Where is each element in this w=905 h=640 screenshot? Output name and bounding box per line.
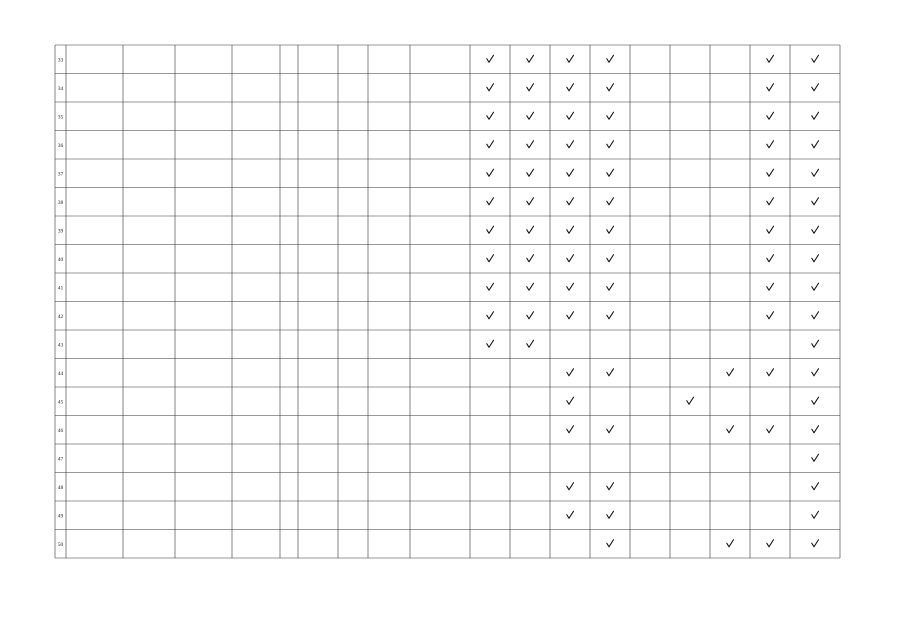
table-row [58, 198, 819, 206]
check-mark-icon [487, 226, 494, 233]
check-mark-icon [812, 55, 819, 62]
check-mark-icon [527, 283, 534, 290]
check-mark-icon [567, 112, 574, 119]
row-number: 36 [57, 142, 64, 149]
check-mark-icon [812, 483, 819, 490]
table-row [58, 283, 819, 291]
check-mark-icon [567, 511, 574, 518]
table-row [58, 112, 819, 120]
check-mark-icon [527, 141, 534, 148]
check-mark-icon [767, 426, 774, 433]
check-mark-icon [812, 540, 819, 547]
check-mark-icon [607, 426, 614, 433]
check-mark-icon [812, 112, 819, 119]
check-mark-icon [487, 141, 494, 148]
check-mark-icon [527, 312, 534, 319]
check-mark-icon [567, 283, 574, 290]
row-number: 38 [57, 199, 64, 206]
table-row [58, 511, 819, 519]
check-mark-icon [567, 55, 574, 62]
check-mark-icon [607, 369, 614, 376]
check-mark-icon [607, 283, 614, 290]
check-mark-icon [567, 198, 574, 205]
row-number: 34 [57, 85, 64, 92]
check-mark-icon [767, 112, 774, 119]
check-mark-icon [487, 112, 494, 119]
check-mark-icon [767, 312, 774, 319]
check-mark-icon [812, 169, 819, 176]
check-mark-icon [487, 312, 494, 319]
table-row [58, 141, 819, 149]
row-number: 37 [57, 171, 64, 178]
table-row [58, 312, 819, 320]
table-row [58, 397, 819, 405]
check-mark-icon [527, 255, 534, 262]
table-row [58, 483, 819, 491]
check-mark-icon [767, 169, 774, 176]
row-number: 48 [57, 484, 64, 491]
check-mark-icon [607, 511, 614, 518]
check-mark-icon [567, 255, 574, 262]
check-mark-icon [567, 426, 574, 433]
table-row [58, 226, 819, 234]
check-mark-icon [767, 255, 774, 262]
row-number: 41 [57, 285, 64, 292]
check-mark-icon [812, 84, 819, 91]
check-mark-icon [487, 169, 494, 176]
row-number: 43 [57, 342, 64, 349]
check-mark-icon [767, 540, 774, 547]
check-mark-icon [767, 198, 774, 205]
row-number: 42 [57, 313, 64, 320]
check-mark-icon [812, 198, 819, 205]
check-mark-icon [527, 198, 534, 205]
table-row [58, 369, 819, 377]
check-mark-icon [607, 483, 614, 490]
row-number: 39 [57, 228, 64, 235]
check-mark-icon [727, 369, 734, 376]
check-mark-icon [812, 340, 819, 347]
check-mark-icon [567, 84, 574, 91]
check-mark-icon [812, 283, 819, 290]
table-row [58, 84, 819, 92]
check-mark-icon [812, 397, 819, 404]
row-number: 50 [57, 541, 64, 548]
table-row [58, 454, 819, 462]
check-mark-icon [767, 84, 774, 91]
check-mark-icon [812, 454, 819, 461]
check-mark-icon [567, 141, 574, 148]
row-number: 35 [57, 114, 64, 121]
check-mark-icon [607, 198, 614, 205]
table-grid [55, 45, 840, 558]
check-mark-icon [767, 141, 774, 148]
check-mark-icon [812, 312, 819, 319]
check-mark-icon [607, 55, 614, 62]
row-number: 44 [57, 370, 64, 377]
check-mark-icon [527, 340, 534, 347]
check-mark-icon [607, 169, 614, 176]
check-mark-icon [812, 369, 819, 376]
check-mark-icon [527, 84, 534, 91]
check-mark-icon [607, 255, 614, 262]
row-number: 47 [57, 456, 64, 463]
table-row [58, 340, 819, 348]
row-number: 45 [57, 399, 64, 406]
check-mark-icon [727, 426, 734, 433]
check-mark-icon [487, 55, 494, 62]
check-mark-icon [607, 312, 614, 319]
check-mark-icon [687, 397, 694, 404]
row-number: 33 [57, 57, 64, 64]
check-mark-icon [567, 483, 574, 490]
check-mark-icon [607, 540, 614, 547]
check-mark-icon [812, 226, 819, 233]
check-mark-icon [487, 340, 494, 347]
row-number: 46 [57, 427, 64, 434]
check-mark-icon [527, 169, 534, 176]
check-mark-icon [767, 369, 774, 376]
check-mark-icon [812, 511, 819, 518]
check-mark-icon [607, 112, 614, 119]
check-mark-icon [767, 226, 774, 233]
check-mark-icon [527, 112, 534, 119]
check-mark-icon [812, 141, 819, 148]
check-mark-icon [607, 226, 614, 233]
check-mark-icon [567, 369, 574, 376]
check-mark-icon [567, 169, 574, 176]
check-mark-icon [487, 255, 494, 262]
table-row [58, 426, 819, 434]
check-mark-icon [607, 84, 614, 91]
check-mark-icon [527, 55, 534, 62]
check-mark-icon [812, 255, 819, 262]
table-row [58, 255, 819, 263]
check-mark-icon [767, 283, 774, 290]
table-row [58, 169, 819, 177]
check-mark-icon [527, 226, 534, 233]
row-number: 49 [57, 513, 64, 520]
check-mark-icon [727, 540, 734, 547]
check-mark-icon [767, 55, 774, 62]
check-mark-icon [567, 397, 574, 404]
check-mark-icon [487, 84, 494, 91]
check-mark-icon [487, 283, 494, 290]
check-mark-icon [812, 426, 819, 433]
check-mark-icon [567, 226, 574, 233]
table-row [58, 540, 819, 548]
row-number: 40 [57, 256, 64, 263]
table-row [58, 55, 819, 63]
check-mark-icon [487, 198, 494, 205]
check-mark-icon [607, 141, 614, 148]
check-mark-icon [567, 312, 574, 319]
